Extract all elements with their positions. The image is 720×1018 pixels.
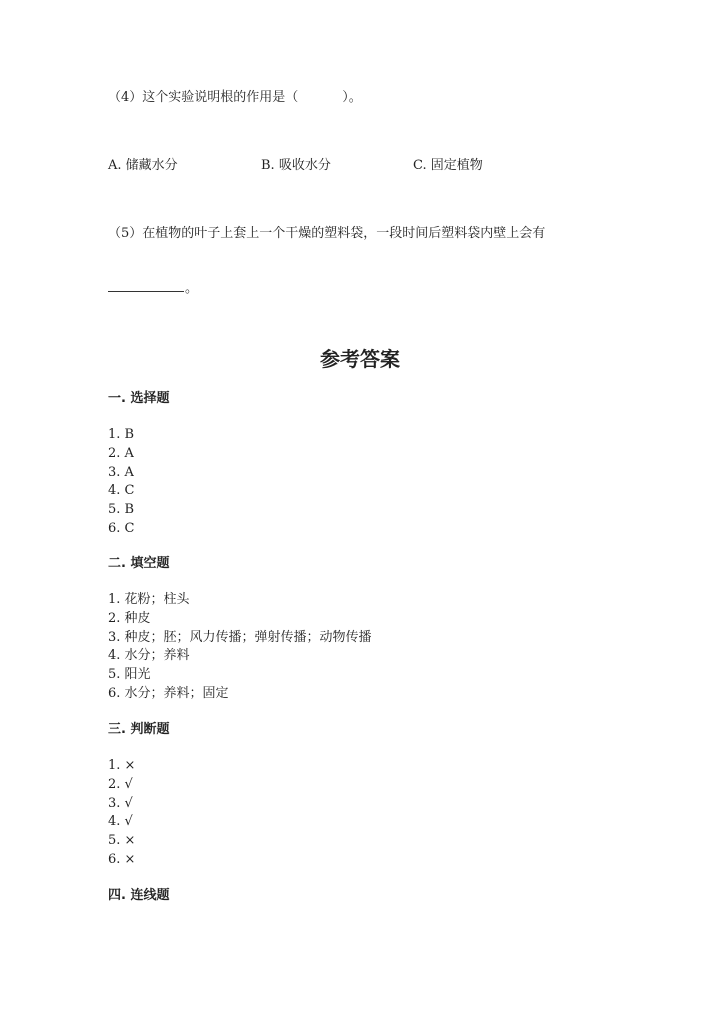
answer-item: 6. C [108,520,135,536]
question-4-prefix: （4）这个实验说明根的作用是（ [108,90,299,105]
answers-fill [108,591,372,704]
question-4-suffix: ）。 [342,90,362,105]
question-5-blank-line [108,279,198,298]
answer-item: 5. × [108,833,136,849]
answer-item: 6. × [108,851,136,867]
answer-blank-underline [108,279,184,292]
answer-item: 6. 水分；养料；固定 [108,685,229,701]
section-heading-match: 四. 连线题 [108,888,170,903]
answer-item: 2. A [108,445,134,461]
answer-item: 1. 花粉；柱头 [108,592,190,607]
answers-judge [108,757,135,870]
question-4 [108,89,362,107]
answer-key-title: 参考答案 [320,347,400,371]
option-b: B. 吸收水分 [261,158,331,173]
answer-item: 2. 种皮 [108,610,151,626]
answer-item: 3. 种皮；胚；风力传播；弹射传播；动物传播 [108,629,372,645]
answer-item: 4. 水分；养料 [108,648,190,664]
answer-item: 5. B [108,502,135,518]
answer-item: 2. √ [108,776,133,792]
section-heading-choice: 一. 选择题 [108,391,170,406]
answer-item: 3. A [108,464,134,480]
option-c: C. 固定植物 [413,158,483,173]
section-heading-judge: 三. 判断题 [108,722,170,737]
section-heading-fill: 二. 填空题 [108,556,170,571]
question-5-suffix: 。 [185,281,199,296]
answers-choice [108,426,134,539]
option-a: A. 储藏水分 [108,158,178,173]
answer-item: 5. 阳光 [108,667,151,683]
answer-item: 3. √ [108,795,133,811]
answer-item: 4. C [108,483,135,499]
answer-item: 1. B [108,427,135,442]
answer-item: 4. √ [108,814,133,830]
question-5: （5）在植物的叶子上套上一个干燥的塑料袋，一段时间后塑料袋内壁上会有 [108,226,546,241]
answer-item: 1. × [108,758,136,773]
